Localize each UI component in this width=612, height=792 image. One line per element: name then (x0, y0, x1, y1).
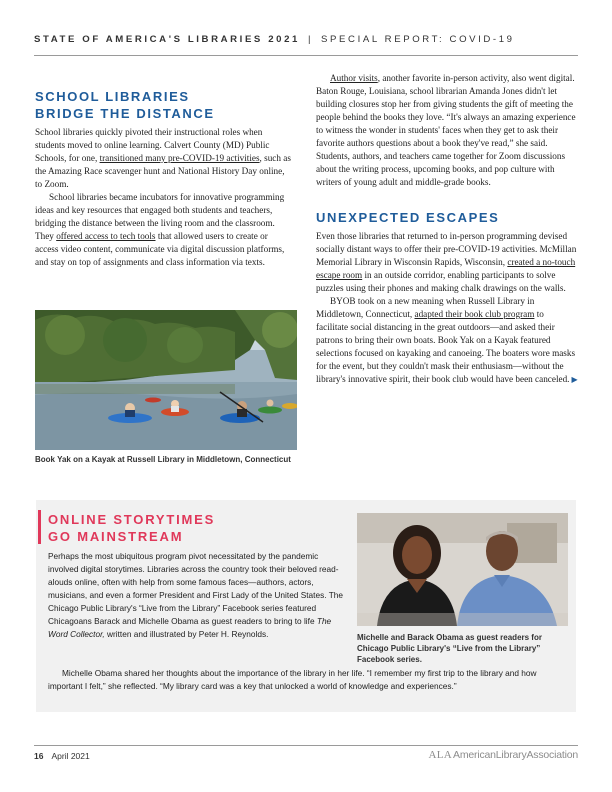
header-separator: | (307, 34, 314, 45)
page-number: 16 (34, 751, 44, 761)
text-run: Perhaps the most ubiquitous program pivot necessitated by the pandemic involved digital storytimes. Libraries across the country took their beloved read-alouds online, often with help from some famous faces—authors, actors, musicians, and even a former President and First Lady of the United States. The Chicago Public Library's “Live from the Library” Facebook series featured Chicagoans Barack and Michelle Obama as guest readers to bring to life (48, 551, 344, 626)
footer-rule (34, 745, 578, 746)
text-run: , such as the Amazing Race scavenger hunt and National History Day online, to Zoom. (35, 153, 291, 189)
storytimes-paragraph-2 (48, 667, 568, 693)
escapes-paragraph-1 (316, 230, 578, 295)
obama-caption: Michelle and Barack Obama as guest readers for Chicago Public Library's “Live from the Library” Facebook series. (357, 633, 542, 664)
link-author-visits[interactable]: Author visits (330, 73, 378, 83)
book-title: The Word Collector, (48, 616, 332, 639)
obama-photo (357, 513, 568, 626)
link-tech-tools[interactable]: offered access to tech tools (56, 231, 156, 241)
ala-wordmark (429, 749, 578, 761)
author-visits-paragraph (316, 72, 578, 189)
text-run: BYOB took on a new meaning when Russell Library in Middletown, Connecticut, (316, 296, 535, 319)
text-run: that allowed users to create or access video content, communicate via digital discussion platforms, and stay on top of assignments and class information via texts. (35, 231, 285, 267)
issue-date: April 2021 (51, 751, 90, 761)
school-paragraph-2 (35, 191, 293, 269)
text-run: School libraries became incubators for innovative programming ideas and key resources that engaged both students and teachers, bridging the distance between the living room and the classroom. They (35, 192, 285, 241)
text-run: written and illustrated by Peter H. Reynolds. (104, 629, 269, 639)
text-run: in an outside corridor, enabling participants to solve puzzles using their phones and making chalk drawings on the walls. (316, 270, 566, 293)
school-libraries-section (35, 88, 293, 269)
right-column (316, 72, 578, 386)
storytimes-paragraph-1 (48, 550, 348, 641)
heading-line-1: ONLINE STORYTIMES (48, 512, 216, 527)
running-header (34, 34, 579, 45)
book-yak-photo (35, 310, 297, 450)
unexpected-escapes-heading: UNEXPECTED ESCAPES (316, 210, 500, 225)
heading-line-2: BRIDGE THE DISTANCE (35, 106, 215, 121)
online-storytimes-heading (48, 511, 308, 545)
text-run: School libraries quickly pivoted their instructional roles when students moved to online learning. Calvert County (MD) Public Schools, for one, (35, 127, 270, 163)
footer-left (34, 751, 90, 761)
heading-line-1: SCHOOL LIBRARIES (35, 89, 190, 104)
text-run: to facilitate social distancing in the great outdoors—and asked their patrons to bring their own boats. Book Yak on a Kayak featured selections focused on kayaking and canoeing. The boaters wore masks for the event, but they couldn't mask their enthusiasm—without the library's innovative spirit, their book club would have been canceled. (316, 309, 576, 384)
text-run: , another favorite in-person activity, also went digital. Baton Rouge, Louisiana, school librarian Amanda Jones didn't let building closures stop her from giving students the gift of meeting the people behind the books they love. “It's always an amazing experience to witness the wonder in students' faces when they get to ask their favorite authors questions about a book they've read,” she said. Students, authors, and teachers came together for Zoom discussions about the writing process, upcoming books, and pop culture with writers of young adult and middle-grade books. (316, 73, 576, 187)
text-run: Even those libraries that returned to in-person programming devised socially distant ways to offer their pre-COVID-19 activities. McMillan Memorial Library in Wisconsin Rapids, Wisconsin, (316, 231, 577, 267)
end-of-article-icon: ▶ (571, 375, 578, 384)
school-libraries-heading (35, 88, 293, 122)
kayak-scene-image (35, 310, 297, 450)
org-name: AmericanLibraryAssociation (453, 749, 578, 761)
box-accent-bar (38, 510, 41, 544)
ala-logo: ALA (428, 749, 453, 761)
link-escape-room[interactable]: created a no-touch escape room (316, 257, 576, 280)
link-transitioned-activities[interactable]: transitioned many pre-COVID-19 activities (99, 153, 260, 163)
header-title: STATE OF AMERICA'S LIBRARIES 2021 (34, 34, 300, 45)
book-yak-caption: Book Yak on a Kayak at Russell Library in Middletown, Connecticut (35, 455, 291, 464)
obama-readers-image (357, 513, 568, 626)
header-subtitle: SPECIAL REPORT: COVID-19 (321, 34, 515, 45)
heading-line-2: GO MAINSTREAM (48, 529, 184, 544)
quote-paragraph: Michelle Obama shared her thoughts about the importance of the library in her life. “I remember my first trip to the library and how important I felt,” she reflected. “My library card was a key that unlocked a world of knowledge and experiences.” (48, 668, 537, 691)
escapes-paragraph-2 (316, 295, 578, 386)
school-paragraph-1 (35, 126, 293, 191)
header-rule (34, 55, 578, 56)
link-book-club-program[interactable]: adapted their book club program (414, 309, 535, 319)
